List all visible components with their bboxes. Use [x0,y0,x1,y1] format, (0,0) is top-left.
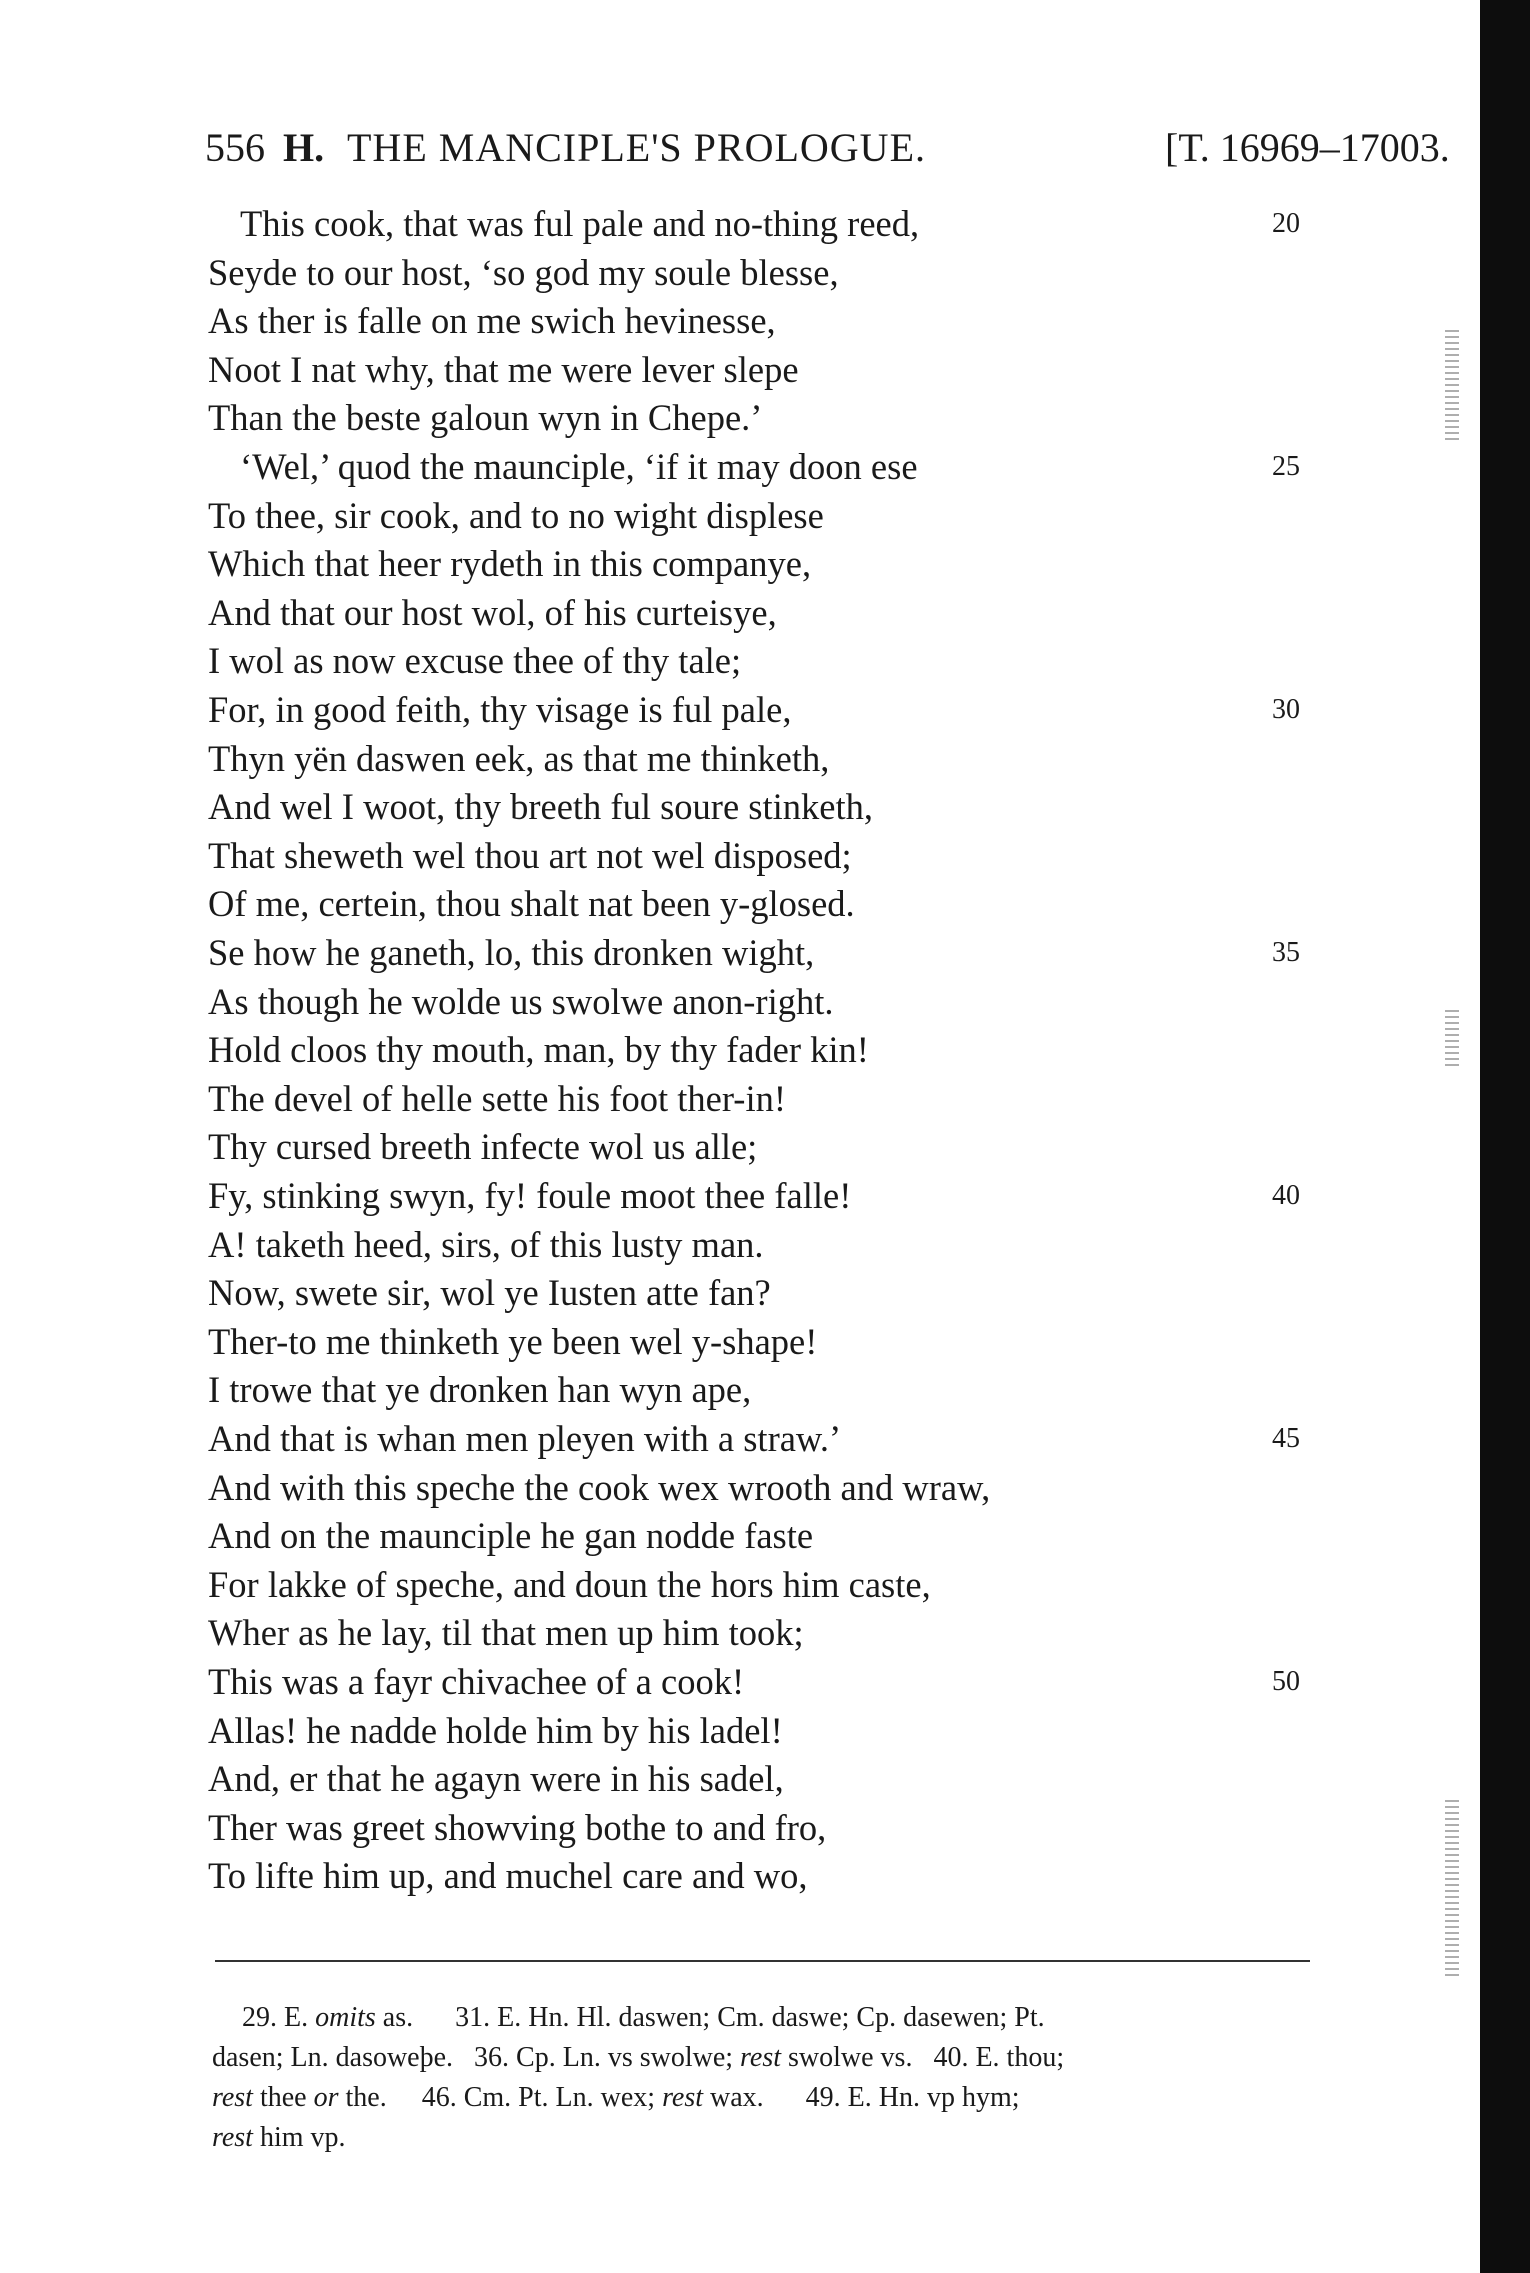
verse-line: Seyde to our host, ‘so god my soule blesse, [208,252,839,293]
line-number: 45 [1272,1423,1300,1454]
section-letter: H. [283,125,325,170]
line-number: 35 [1272,937,1300,968]
verse-line: Thy cursed breeth infecte wol us alle; [208,1126,758,1167]
verse-line: Noot I nat why, that me were lever slepe [208,349,799,390]
verse-line: I trowe that ye dronken han wyn ape, [208,1369,752,1410]
verse-line: Now, swete sir, wol ye Iusten atte fan? [208,1272,771,1313]
verse-line: That sheweth wel thou art not wel disposed; [208,835,852,876]
verse-line: Which that heer rydeth in this companye, [208,543,812,584]
scan-edge-shadow [1480,0,1530,2273]
verse-line: And that our host wol, of his curteisye, [208,592,777,633]
verse-line: Of me, certein, thou shalt nat been y-glosed. [208,883,855,924]
verse-line: Hold cloos thy mouth, man, by thy fader kin! [208,1029,869,1070]
footnote-line: rest him vp. [212,2122,346,2153]
verse-line: The devel of helle sette his foot ther-in! [208,1078,786,1119]
verse-line: And on the maunciple he gan nodde faste [208,1515,814,1556]
line-number: 20 [1272,208,1300,239]
page-number: 556 [205,125,265,170]
verse-line: Than the beste galoun wyn in Chepe.’ [208,397,763,438]
verse-line: As ther is falle on me swich hevinesse, [208,300,776,341]
verse-line: This cook, that was ful pale and no-thing reed, [240,203,920,244]
verse-line: I wol as now excuse thee of thy tale; [208,640,742,681]
line-range: [T. 16969–17003. [1165,125,1450,170]
verse-line: As though he wolde us swolwe anon-right. [208,981,834,1022]
footnote-divider [215,1960,1310,1962]
running-header [205,118,1450,178]
line-number: 40 [1272,1180,1300,1211]
footnote-line: dasen; Ln. dasoweþe. 36. Cp. Ln. vs swolwe; rest swolwe vs. 40. E. thou; [212,2042,1065,2073]
verse-line: And that is whan men pleyen with a straw.’ [208,1418,842,1459]
verse-line: And with this speche the cook wex wrooth and wraw, [208,1467,991,1508]
footnote-line: rest thee or the. 46. Cm. Pt. Ln. wex; rest wax. 49. E. Hn. vp hym; [212,2082,1020,2113]
verse-line: Fy, stinking swyn, fy! foule moot thee falle! [208,1175,852,1216]
verse-line: Ther was greet showving bothe to and fro, [208,1807,827,1848]
verse-line: This was a fayr chivachee of a cook! [208,1661,745,1702]
verse-line: ‘Wel,’ quod the maunciple, ‘if it may doon ese [240,446,918,487]
verse-line: For lakke of speche, and doun the hors him caste, [208,1564,931,1605]
verse-line: And wel I woot, thy breeth ful soure stinketh, [208,786,873,827]
scan-edge-mark [1445,1800,1459,1980]
line-number: 25 [1272,451,1300,482]
scan-edge-mark [1445,330,1459,440]
verse-line: A! taketh heed, sirs, of this lusty man. [208,1224,764,1265]
line-number: 30 [1272,694,1300,725]
verse-line: Se how he ganeth, lo, this dronken wight, [208,932,815,973]
verse-line: Wher as he lay, til that men up him took; [208,1612,804,1653]
verse-line: To thee, sir cook, and to no wight displese [208,495,824,536]
verse-line: To lifte him up, and muchel care and wo, [208,1855,808,1896]
verse-line: For, in good feith, thy visage is ful pale, [208,689,792,730]
verse-line: And, er that he agayn were in his sadel, [208,1758,784,1799]
footnote-line: 29. E. omits as. 31. E. Hn. Hl. daswen; Cm. daswe; Cp. dasewen; Pt. [242,2002,1045,2033]
page-title: THE MANCIPLE'S PROLOGUE. [347,125,926,170]
verse-line: Ther-to me thinketh ye been wel y-shape! [208,1321,818,1362]
verse-line: Allas! he nadde holde him by his ladel! [208,1710,783,1751]
line-number: 50 [1272,1666,1300,1697]
scan-edge-mark [1445,1010,1459,1070]
verse-line: Thyn yën daswen eek, as that me thinketh, [208,738,830,779]
